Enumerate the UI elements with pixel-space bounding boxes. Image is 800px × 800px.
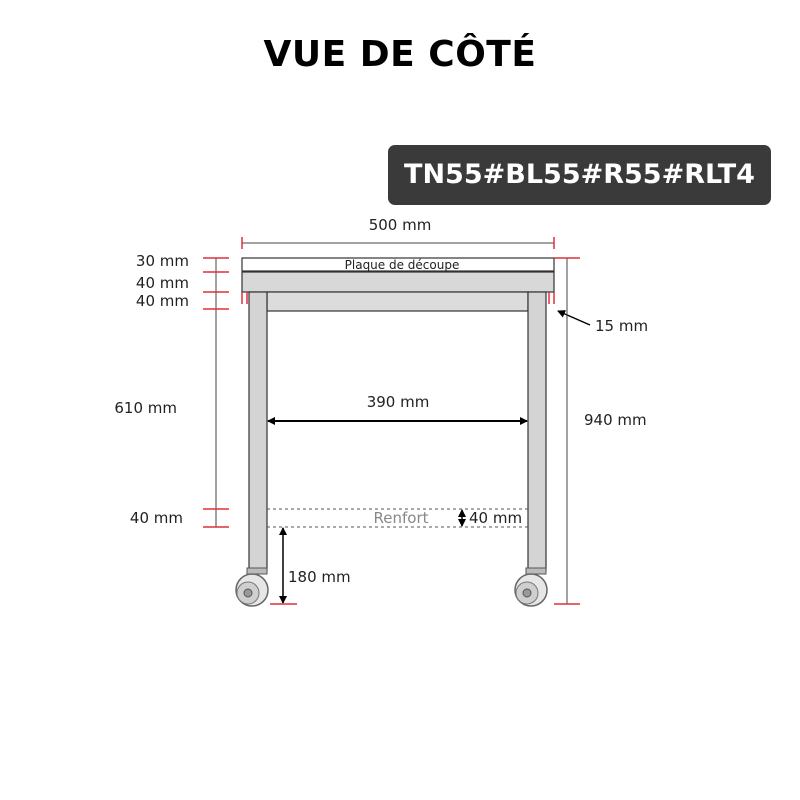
brace-height-right-label: 40 mm: [469, 509, 523, 527]
ground-clearance-dimension: [270, 528, 351, 604]
product-reference-badge: TN55#BL55#R55#RLT4: [388, 145, 771, 205]
right-leg: [528, 292, 546, 570]
apron-height-label: 40 mm: [135, 292, 189, 310]
left-dimension-line: [114, 252, 229, 527]
left-caster: [236, 568, 268, 606]
top-width-label: 500 mm: [368, 216, 432, 234]
brace-height-left-label: 40 mm: [129, 509, 183, 527]
brace-label: Renfort: [373, 509, 429, 527]
total-height-dimension: [554, 258, 647, 604]
right-caster: [515, 568, 547, 606]
top-thickness-label: 40 mm: [135, 274, 189, 292]
total-height-label: 940 mm: [584, 411, 647, 429]
brace-height-dimension: [462, 509, 522, 527]
page-title: VUE DE CÔTÉ: [263, 34, 537, 75]
board-thickness-label: 30 mm: [135, 252, 189, 270]
apron: [267, 292, 528, 311]
leg-width-label: 15 mm: [595, 317, 649, 335]
cutting-board-label: Plaque de découpe: [344, 258, 460, 272]
inner-width-label: 390 mm: [366, 393, 430, 411]
inner-height-label: 610 mm: [114, 399, 177, 417]
inner-width-dimension: [268, 393, 527, 421]
left-leg: [249, 292, 267, 570]
ground-clearance-label: 180 mm: [288, 568, 351, 586]
worktop: [242, 272, 554, 292]
top-width-dimension: [242, 216, 554, 249]
leg-width-pointer: [558, 311, 648, 335]
